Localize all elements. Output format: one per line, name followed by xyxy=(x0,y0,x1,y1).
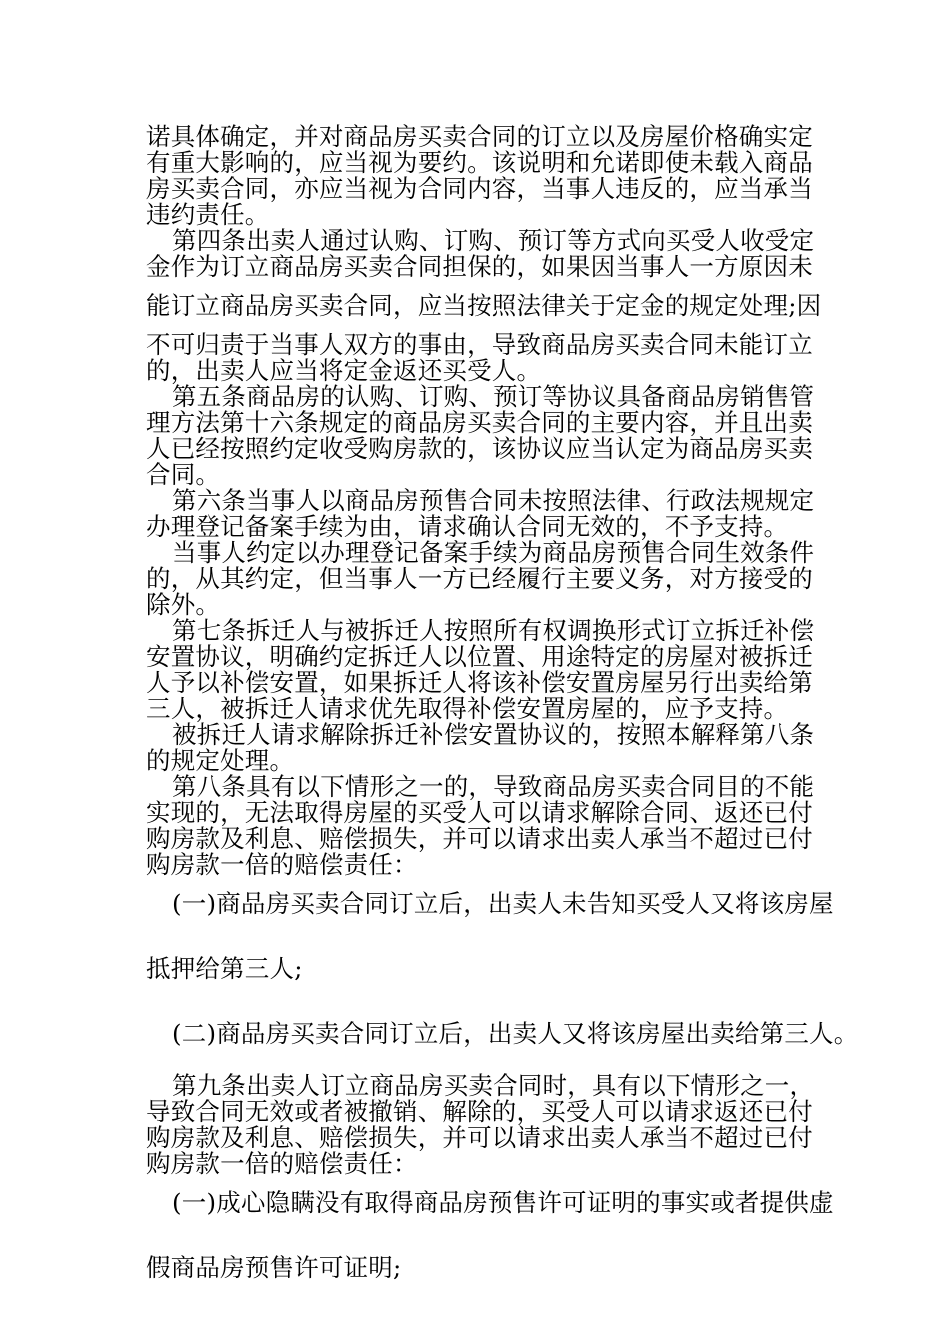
text-line: 房买卖合同，亦应当视为合同内容，当事人违反的，应当承当 xyxy=(146,174,813,203)
text-line: 理方法第十六条规定的商品房买卖合同的主要内容，并且出卖 xyxy=(146,408,813,437)
text-line: 假商品房预售许可证明; xyxy=(146,1253,402,1282)
text-line: 的，从其约定，但当事人一方已经履行主要义务，对方接受的 xyxy=(146,564,813,593)
text-line: 人已经按照约定收受购房款的，该协议应当认定为商品房买卖 xyxy=(146,434,813,463)
text-line: 金作为订立商品房买卖合同担保的，如果因当事人一方原因未 xyxy=(146,252,813,281)
text-line: 除外。 xyxy=(146,590,221,619)
text-line: 第八条具有以下情形之一的，导致商品房买卖合同目的不能 xyxy=(172,772,815,801)
text-line: 第四条出卖人通过认购、订购、预订等方式向买受人收受定 xyxy=(172,226,815,255)
text-line: 第六条当事人以商品房预售合同未按照法律、行政法规规定 xyxy=(172,486,815,515)
text-line: 抵押给第三人; xyxy=(146,954,303,983)
text-line: 合同。 xyxy=(146,460,221,489)
text-line: 第七条拆迁人与被拆迁人按照所有权调换形式订立拆迁补偿 xyxy=(172,616,815,645)
text-line: 三人，被拆迁人请求优先取得补偿安置房屋的，应予支持。 xyxy=(146,694,789,723)
text-line: 办理登记备案手续为由，请求确认合同无效的，不予支持。 xyxy=(146,512,789,541)
text-line: 能订立商品房买卖合同，应当按照法律关于定金的规定处理;因 xyxy=(146,291,822,320)
text-line: 违约责任。 xyxy=(146,200,270,229)
text-line: 第五条商品房的认购、订购、预订等协议具备商品房销售管 xyxy=(172,382,815,411)
text-line: 购房款一倍的赔偿责任： xyxy=(146,1149,418,1178)
text-line: (一)商品房买卖合同订立后，出卖人未告知买受人又将该房屋 xyxy=(172,889,834,918)
text-line: 导致合同无效或者被撤销、解除的，买受人可以请求返还已付 xyxy=(146,1097,813,1126)
text-line: 安置协议，明确约定拆迁人以位置、用途特定的房屋对被拆迁 xyxy=(146,642,813,671)
text-line: 购房款一倍的赔偿责任： xyxy=(146,850,418,879)
text-line: 有重大影响的，应当视为要约。该说明和允诺即使未载入商品 xyxy=(146,148,813,177)
text-line: (二)商品房买卖合同订立后，出卖人又将该房屋出卖给第三人。 xyxy=(172,1019,859,1048)
text-line: 实现的，无法取得房屋的买受人可以请求解除合同、返还已付 xyxy=(146,798,813,827)
text-line: 人予以补偿安置，如果拆迁人将该补偿安置房屋另行出卖给第 xyxy=(146,668,813,697)
text-line: 的规定处理。 xyxy=(146,746,295,775)
text-line: 当事人约定以办理登记备案手续为商品房预售合同生效条件 xyxy=(172,538,815,567)
text-line: 第九条出卖人订立商品房买卖合同时，具有以下情形之一， xyxy=(172,1071,815,1100)
text-line: (一)成心隐瞒没有取得商品房预售许可证明的事实或者提供虚 xyxy=(172,1188,834,1217)
text-line: 不可归责于当事人双方的事由，导致商品房买卖合同未能订立 xyxy=(146,330,813,359)
text-line: 被拆迁人请求解除拆迁补偿安置协议的，按照本解释第八条 xyxy=(172,720,815,749)
text-line: 的，出卖人应当将定金返还买受人。 xyxy=(146,356,542,385)
text-line: 购房款及利息、赔偿损失，并可以请求出卖人承当不超过已付 xyxy=(146,1123,813,1152)
text-line: 诺具体确定，并对商品房买卖合同的订立以及房屋价格确实定 xyxy=(146,122,813,151)
text-line: 购房款及利息、赔偿损失，并可以请求出卖人承当不超过已付 xyxy=(146,824,813,853)
